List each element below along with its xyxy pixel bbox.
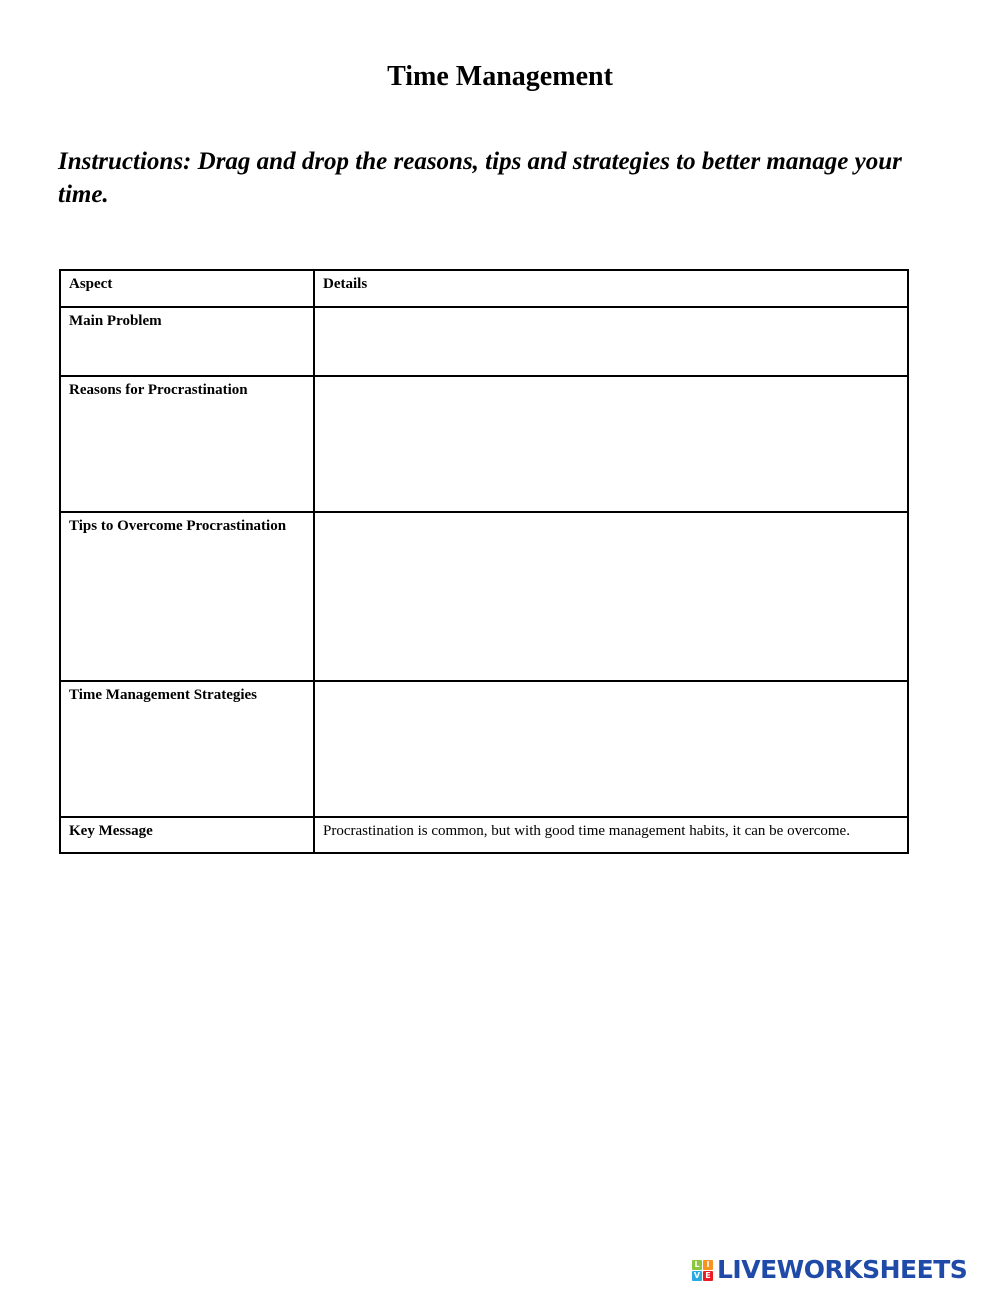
aspect-reasons: Reasons for Procrastination: [60, 376, 314, 512]
details-key-message: Procrastination is common, but with good time management habits, it can be overcome.: [323, 823, 850, 839]
table-row-strategies: [60, 681, 908, 817]
drop-zone-strategies[interactable]: [314, 681, 908, 817]
liveworksheets-logo: [692, 1254, 967, 1286]
aspect-tips: Tips to Overcome Procrastination: [60, 512, 314, 681]
table-row-key-message: [60, 817, 908, 853]
aspect-main-problem: Main Problem: [60, 307, 314, 376]
table-header-row: [60, 270, 908, 307]
worksheet-table: [59, 269, 909, 854]
logo-text: LIVEWORKSHEETS: [717, 1255, 968, 1284]
logo-mark-e: E: [703, 1271, 713, 1281]
logo-mark-l: L: [692, 1260, 702, 1270]
header-details: Details: [314, 270, 908, 307]
logo-mark-v: V: [693, 1270, 701, 1280]
instructions-text: Instructions: Drag and drop the reasons, tips and strategies to better manage your time.: [58, 148, 902, 208]
table-row-reasons: [60, 376, 908, 512]
aspect-strategies: Time Management Strategies: [60, 681, 314, 817]
aspect-key-message: Key Message: [60, 817, 314, 853]
header-aspect: Aspect: [60, 270, 314, 307]
page-title: Time Management: [387, 61, 613, 92]
logo-mark-i: I: [703, 1260, 713, 1270]
logo-mark-icon: [692, 1260, 713, 1281]
details-cell-key-message: [314, 817, 908, 853]
drop-zone-main-problem[interactable]: [314, 307, 908, 376]
table-row-tips: [60, 512, 908, 681]
drop-zone-tips[interactable]: [314, 512, 908, 681]
drop-zone-reasons[interactable]: [314, 376, 908, 512]
table-row-main-problem: [60, 307, 908, 376]
